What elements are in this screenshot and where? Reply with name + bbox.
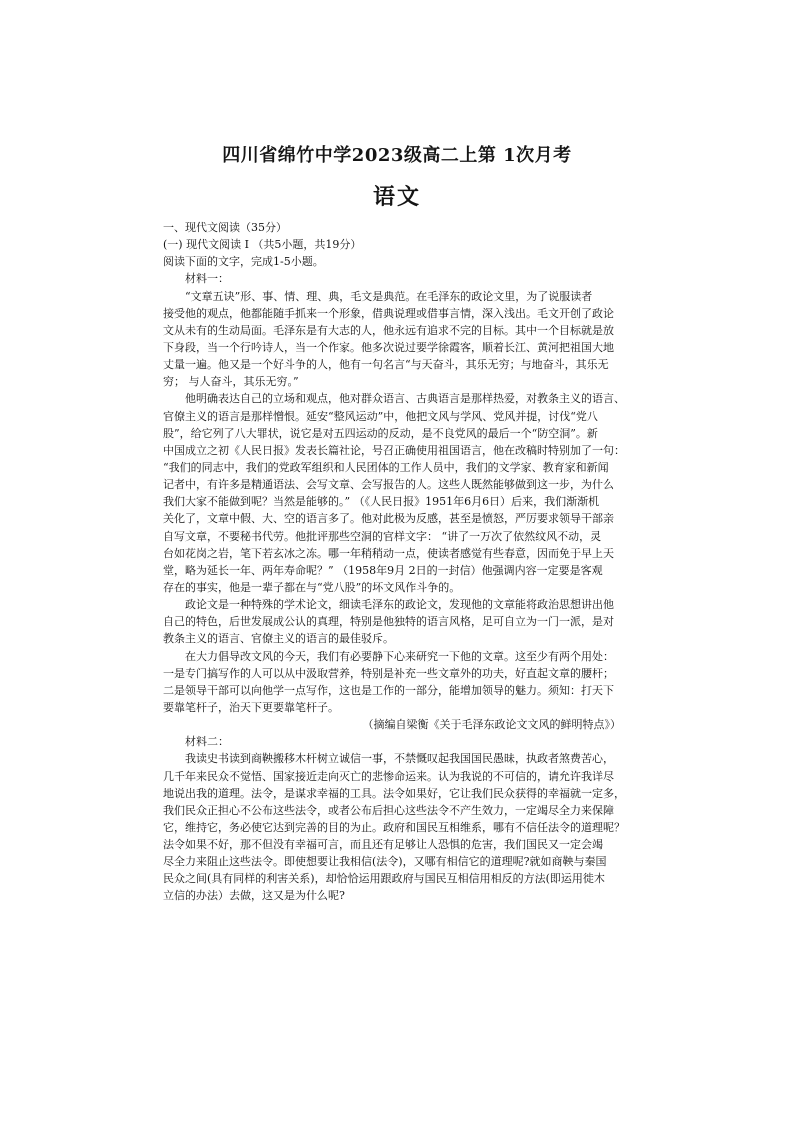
text-line: 要靠笔杆子，治天下更要靠笔杆子。 — [163, 700, 339, 714]
text-line: 他明确表达自己的立场和观点，他对群众语言、古典语言是那样热爱，对教条主义的语言、 — [185, 392, 625, 406]
text-line: 民众之间(具有同样的利害关系)，却恰恰运用跟政府与国民互相信用相反的方法(即运用徙木 — [163, 872, 605, 886]
material-one-paragraph-2 — [163, 390, 641, 596]
material-one-paragraph-1 — [163, 288, 641, 391]
text-line: 下身段，当一个行吟诗人，当一个作家。他多次说过要学徐霞客，顺着长江、黄河把祖国大地 — [163, 340, 614, 354]
text-line: 自写文章，不要秘书代劳。他批评那些空洞的官样文字： “讲了一万次了依然纹风不动，灵 — [163, 529, 602, 543]
text-line: 台如花岗之岩，笔下若玄冰之冻。哪一年稍稍动一点，使读者感觉有些春意，因而免于早上天 — [163, 546, 614, 560]
material-two-paragraph-1 — [163, 750, 641, 904]
text-line: 在大力倡导改文风的今天，我们有必要静下心来研究一下他的文章。这至少有两个用处： — [185, 649, 614, 663]
material-one-label: 材料一： — [185, 272, 229, 286]
text-line: “我们的同志中，我们的党政军组织和人民团体的工作人员中，我们的文学家、教育家和新闻 — [163, 460, 609, 474]
text-line: 我们民众正担心不公布这些法令，或者公布后担心这些法令不产生效力，一定竭尽全力来保障 — [163, 803, 614, 817]
text-line: 一是专门搞写作的人可以从中汲取营养，特别是补充一些文章外的功夫，好直起文章的腰杆； — [163, 666, 614, 680]
text-line: 我们大家不能做到呢？当然是能够的。” （《人民日报》1951年6月6日）后来，我们渐渐机 — [163, 495, 600, 509]
text-line: 丈量一遍。他又是一个好斗争的人，他有一句名言“与天奋斗，其乐无穷；与地奋斗，其乐无 — [163, 358, 609, 372]
text-line: 法令如果不好，那不但没有幸福可言，而且还有足够让人恐惧的危害，我们国民又一定会竭 — [163, 838, 603, 852]
material-two-label: 材料二： — [185, 735, 229, 749]
text-line: 立信的办法）去做，这又是为什么呢? — [163, 889, 345, 903]
text-line: 文从未有的生动局面。毛泽东是有大志的人，他永远有追求不完的目标。其中一个目标就是放 — [163, 323, 614, 337]
exam-title: 四川省绵竹中学2023级高二上第 1次月考 — [222, 145, 572, 166]
text-line: 它，维持它，务必使它达到完善的目的为止。政府和国民互相维系，哪有不信任法令的道理呢？ — [163, 820, 625, 834]
text-line: 尽全力来阻止这些法令。即使想要让我相信(法令)，又哪有相信它的道理呢?就如商鞅与秦国 — [163, 855, 607, 869]
text-line: 教条主义的语言、官僚主义的语言的最佳驳斥。 — [163, 632, 394, 646]
text-line: 股”，给它列了八大罪状，说它是对五四运动的反动，是不良党风的最后一个“防空洞”。新 — [163, 426, 598, 440]
material-one-paragraph-3 — [163, 596, 641, 647]
text-line: 堂，略为延长一年、两年寿命呢？” （1958年9月 2日的一封信）他强调内容一定要是客观 — [163, 563, 603, 577]
material-one-source: （摘编自梁衡《关于毛泽东政论文文风的鲜明特点》） — [362, 718, 621, 732]
text-line: 政论文是一种特殊的学术论文，细读毛泽东的政论文，发现他的文章能将政治思想讲出他 — [185, 598, 614, 612]
text-line: 中国成立之初《人民日报》发表长篇社论，号召正确使用祖国语言，他在改稿时特别加了一句： — [163, 443, 625, 457]
text-line: 地说出我的道理。法令，是谋求幸福的工具。法令如果好，它让我们民众获得的幸福就一定多， — [163, 786, 625, 800]
text-line: 记者中，有许多是精通语法、会写文章、会写报告的人。这些人既然能够做到这一步，为什么 — [163, 478, 614, 492]
text-line: 接受他的观点，他都能随手抓来一个形象，借典说理或借事言情，深入浅出。毛文开创了政论 — [163, 306, 614, 320]
text-line: 二是领导干部可以向他学一点写作，这也是工作的一部分，能增加领导的魅力。须知：打天下 — [163, 683, 614, 697]
section-heading: 一、现代文阅读（35分） — [163, 221, 287, 234]
text-line: “文章五诀”形、事、情、理、典，毛文是典范。在毛泽东的政论文里，为了说服读者 — [185, 289, 593, 303]
text-line: 官僚主义的语言是那样憎恨。延安“整风运动”中，他把文风与学风、党风并提，讨伐“党八 — [163, 409, 598, 423]
subject-title: 语文 — [372, 184, 421, 210]
reading-instruction: 阅读下面的文字，完成1-5小题。 — [163, 255, 324, 269]
text-line: 几千年来民众不觉悟、国家接近走向灭亡的悲惨命运来。认为我说的不可信的，请允许我详尽 — [163, 769, 614, 783]
material-one-paragraph-4 — [163, 648, 641, 717]
exam-body — [163, 219, 641, 905]
text-line: 存在的事实，他是一辈子都在与“党八股”的坏文风作斗争的。 — [163, 580, 461, 594]
text-line: 自己的特色，后世发展成公认的真理，特别是他独特的语言风格，足可自立为一门一派，是对 — [163, 615, 614, 629]
text-line: 穷； 与人奋斗，其乐无穷。” — [163, 375, 299, 389]
subsection-heading: (一) 现代文阅读 I （共5小题，共19分） — [163, 238, 362, 252]
text-line: 关化了，文章中假、大、空的语言多了。他对此极为反感，甚至是愤怒，严厉要求领导干部亲 — [163, 512, 614, 526]
text-line: 我读史书读到商鞅搬移木杆树立诚信一事，不禁慨叹起我国国民愚昧，执政者煞费苦心， — [185, 752, 614, 766]
